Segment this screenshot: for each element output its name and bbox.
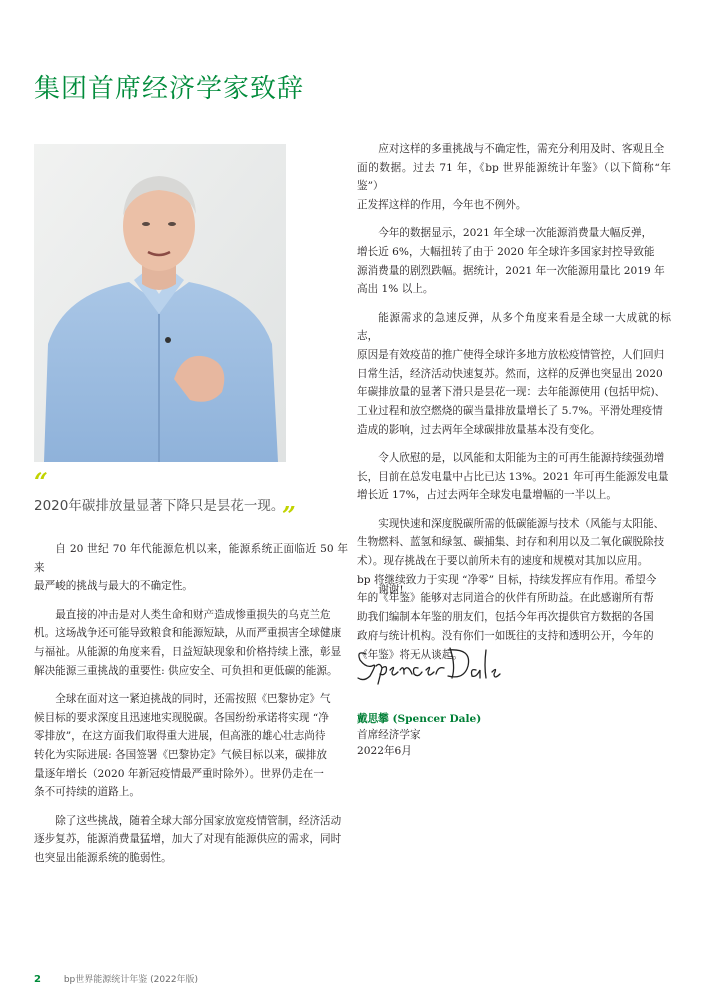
signature-image <box>352 636 502 696</box>
signature-date: 2022年6月 <box>357 745 412 757</box>
paragraph: 应对这样的多重挑战与不确定性，需充分利用及时、客观且全 面的数据。过去 71 年，《bp 世界能源统计年鉴》（以下简称“年鉴”） 正发挥这样的作用，今年也不例外。 <box>357 143 671 212</box>
page-title: 集团首席经济学家致辞 <box>34 74 305 104</box>
pull-quote-text: 2020年碳排放量显著下降只是昙花一现。 <box>34 498 285 514</box>
paragraph: 最直接的冲击是对人类生命和财产造成惨重损失的乌克兰危 机。这场战争还可能导致粮食和能源短缺，从而严重损害全球健康 与福祉。从能源的角度来看，日益短缺现象和价格持续上涨，彰显 解决能源三重挑战的重要性: 供应安全、可负担和更低碳的能源。 <box>34 608 342 677</box>
page-footer <box>34 972 198 985</box>
paragraph: 除了这些挑战，随着全球大部分国家放宽疫情管制，经济活动 逐步复苏，能源消费量猛增，加大了对现有能源供应的需求，同时 也突显出能源系统的脆弱性。 <box>34 814 342 865</box>
thanks-text: 谢谢! <box>378 584 404 596</box>
paragraph: 实现快速和深度脱碳所需的低碳能源与技术（风能与太阳能、 生物燃料、蓝氢和绿氢、碳捕集、封存和利用以及二氧化碳脱除技 术）。现存挑战在于要以前所未有的速度和规模对其加以应用。 bp 将继续致力于实现 “净零” 目标，持续发挥应有作用。希望今 年的《年鉴》能够对志同道合的伙伴有所助益。在此感谢所有帮 助我们编制本年鉴的朋友们，包括今年再次提供官方数据的各国 政府与统计机构。没有你们一如既往的支持和透明公开，今年的 《年鉴》将无从谈起。 <box>357 517 665 661</box>
paragraph: 能源需求的急速反弹，从多个角度来看是全球一大成就的标志， 原因是有效疫苗的推广使得全球许多地方放松疫情管控，人们回归 日常生活，经济活动快速复苏。然而，这样的反弹也突显出 2020 年碳排放量的显著下滑只是昙花一现：去年能源使用 (包括甲烷)、 工业过程和放空燃烧的碳当量排放量增长了 5.7%。平滑处理疫情 造成的影响，过去两年全球碳排放量基本没有变化。 <box>357 311 671 436</box>
signatory-name: 戴思攀 (Spencer Dale) <box>357 713 482 725</box>
speaker-photo <box>34 144 286 462</box>
paragraph: 令人欣慰的是，以风能和太阳能为主的可再生能源持续强劲增 长，目前在总发电量中占比已达 13%。2021 年可再生能源发电量 增长近 17%，占过去两年全球发电量增幅的一半以上。 <box>357 452 669 502</box>
pull-quote <box>34 467 304 530</box>
page-number: 2 <box>34 974 41 985</box>
paragraph: 今年的数据显示，2021 年全球一次能源消费量大幅反弹， 增长近 6%，大幅扭转了由于 2020 年全球许多国家封控导致能 源消费量的剧烈跌幅。据统计，2021 年一次能源用量比 2019 年 高出 1% 以上。 <box>357 227 665 296</box>
paragraph: 全球在面对这一紧迫挑战的同时，还需按照《巴黎协定》气 候目标的要求深度且迅速地实现脱碳。各国纷纷承诺将实现 “净 零排放”，在这方面我们取得重大进展，但高涨的雄心壮志尚待 转化为实际进展: 各国签署《巴黎协定》气候目标以来，碳排放 量逐年增长（2020 年新冠疫情最严重时除外）。世界仍走在一 条不可持续的道路上。 <box>34 692 331 799</box>
signatory-role: 首席经济学家 <box>357 729 421 741</box>
right-column <box>357 140 671 674</box>
open-quote-icon: “ <box>34 467 48 496</box>
publication-title: bp世界能源统计年鉴 (2022年版) <box>63 975 199 985</box>
close-quote-icon: ” <box>282 501 296 530</box>
paragraph: 自 20 世纪 70 年代能源危机以来，能源系统正面临近 50 年来 最严峻的挑战与最大的不确定性。 <box>34 543 348 593</box>
left-column <box>34 540 348 877</box>
portrait-image <box>34 144 286 462</box>
